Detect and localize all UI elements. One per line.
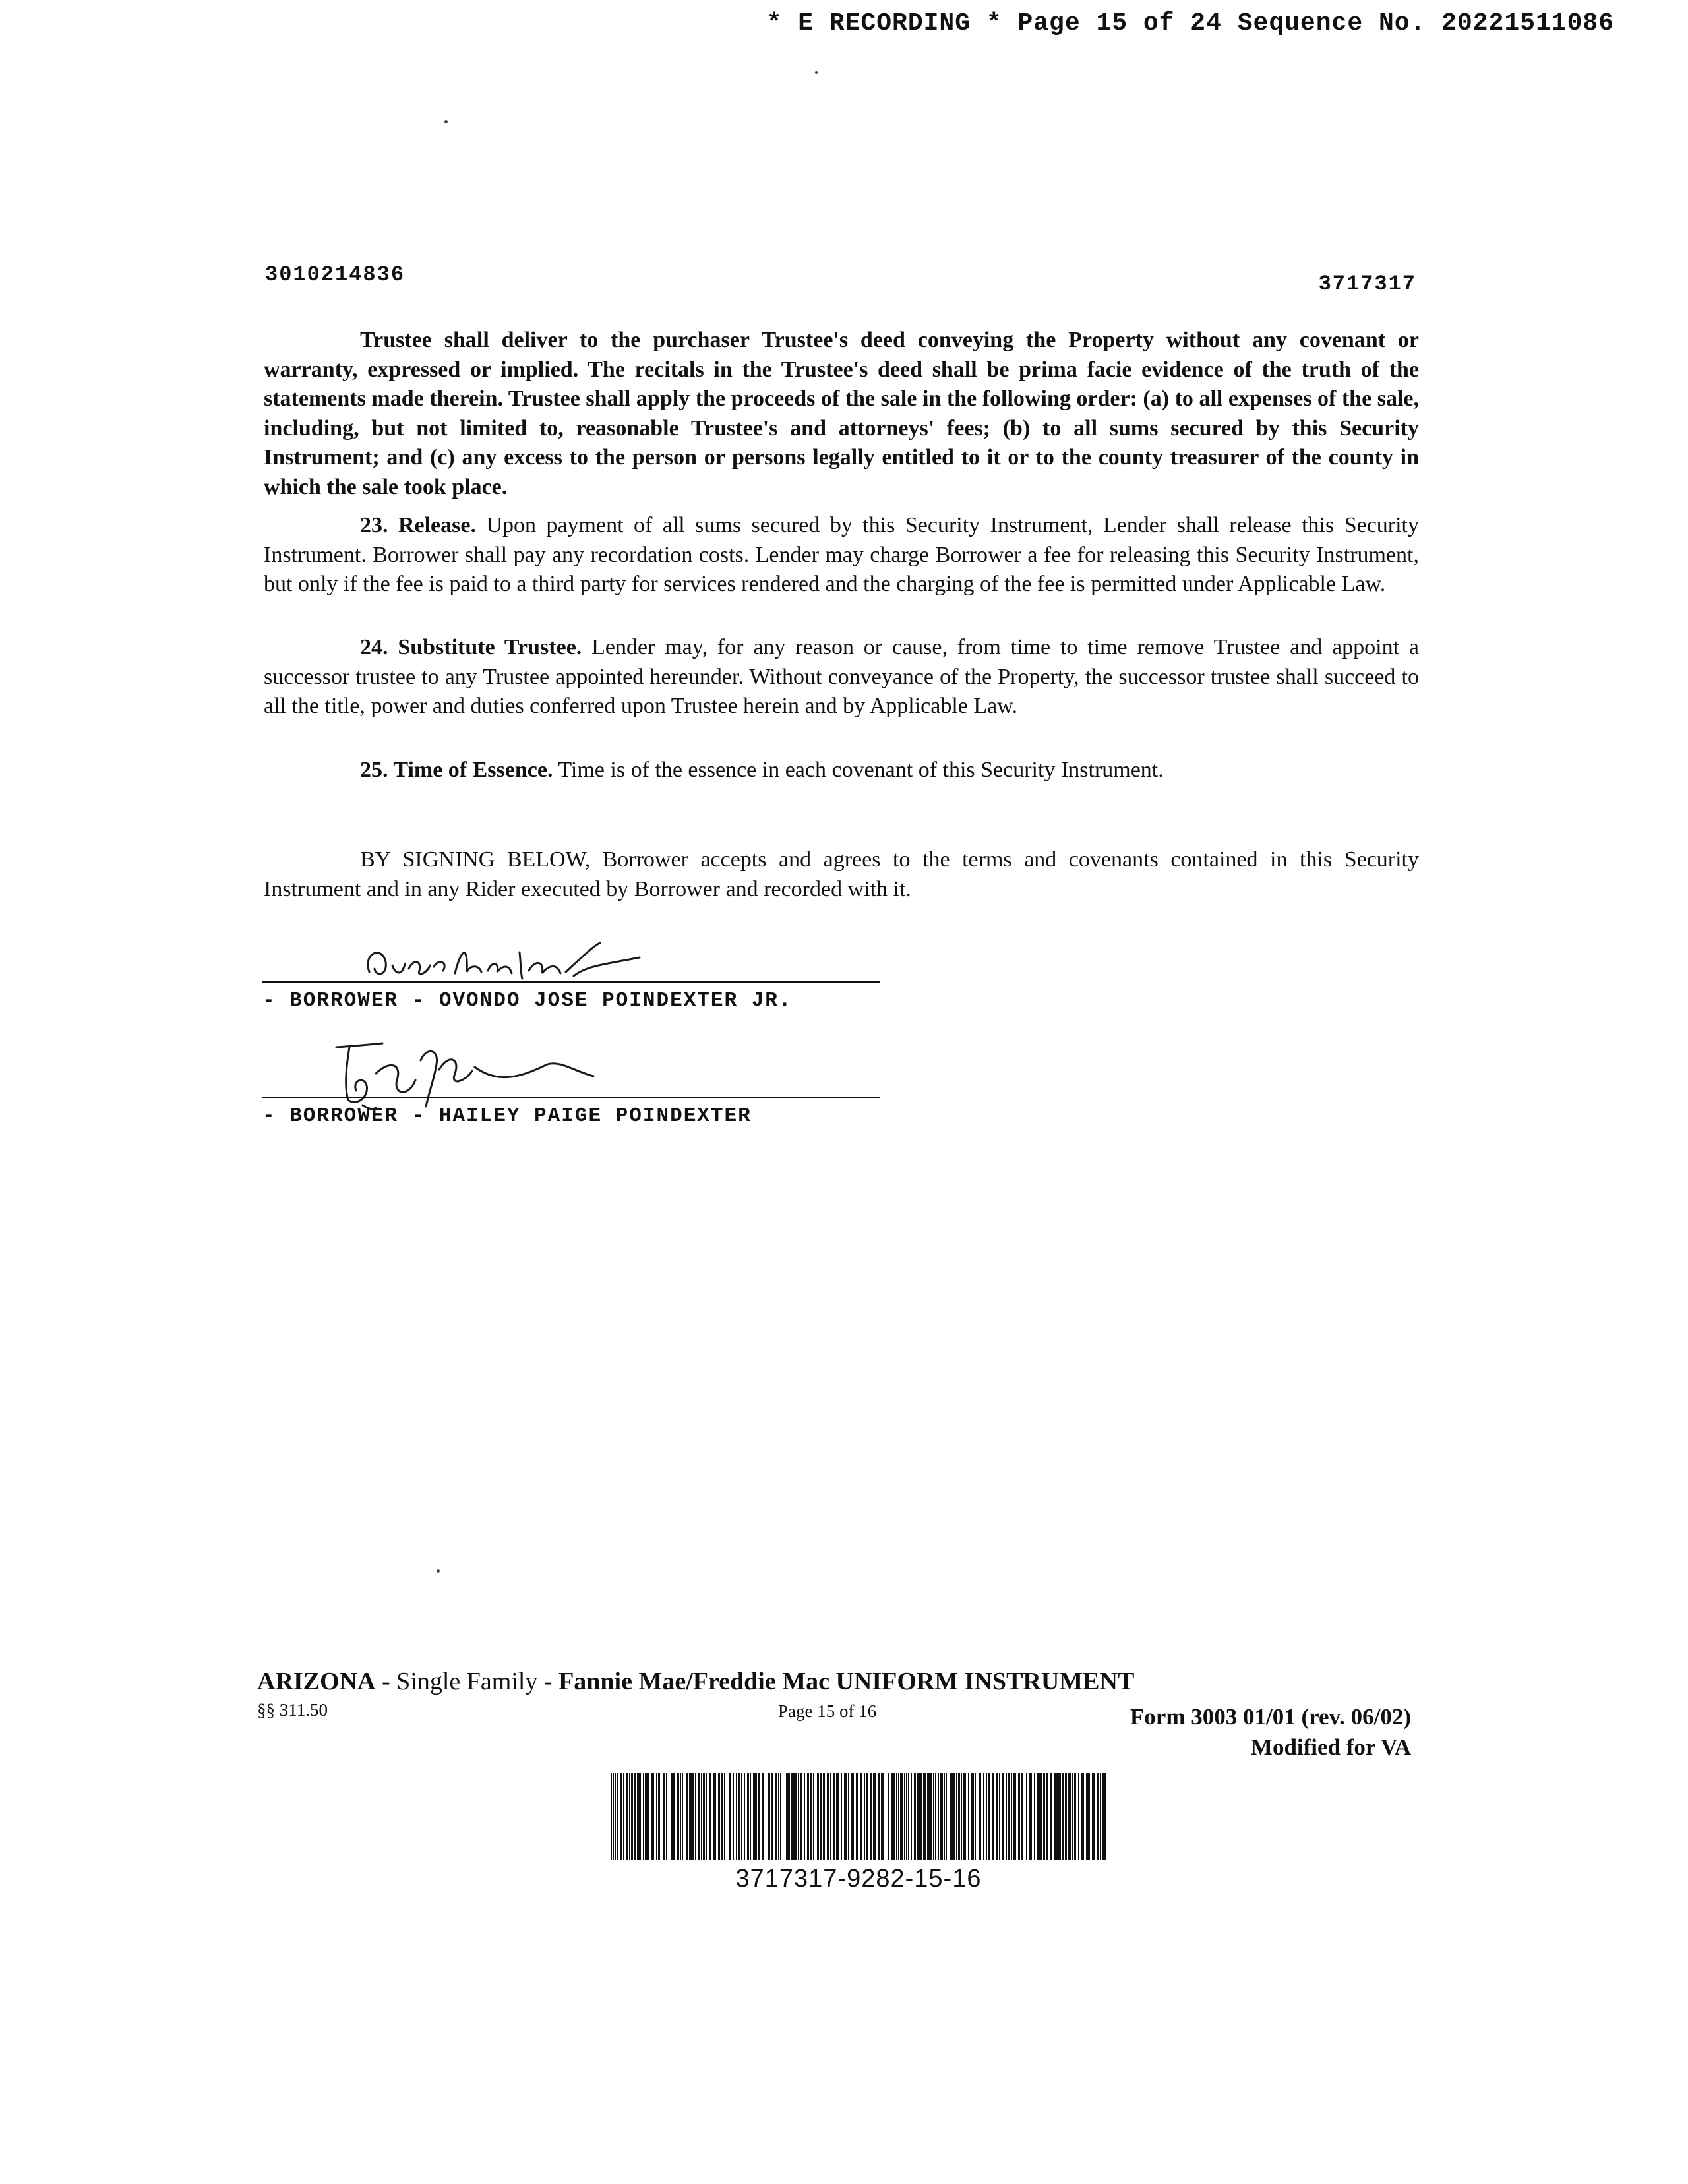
barcode-bar <box>927 1773 928 1860</box>
barcode-bar <box>648 1773 649 1860</box>
barcode-bar <box>768 1773 769 1860</box>
barcode-bar <box>827 1773 829 1860</box>
barcode-bar <box>898 1773 899 1860</box>
barcode-bar <box>771 1773 773 1860</box>
substitute-trustee-paragraph <box>264 633 1419 721</box>
barcode-bar <box>733 1773 734 1860</box>
barcode-bar <box>1043 1773 1044 1860</box>
barcode-bar <box>1058 1773 1060 1860</box>
barcode-bar <box>848 1773 849 1860</box>
barcode-bar <box>923 1773 926 1860</box>
barcode-bar <box>698 1773 700 1860</box>
barcode-bar <box>756 1773 757 1860</box>
barcode-bar <box>1054 1773 1056 1860</box>
form-code: §§ 311.50 <box>257 1700 328 1720</box>
barcode-bar <box>645 1773 648 1860</box>
barcode-bar <box>724 1773 725 1860</box>
barcode-bar <box>935 1773 936 1860</box>
barcode-bar <box>851 1773 854 1860</box>
barcode-bar <box>979 1773 981 1860</box>
barcode-bar <box>706 1773 707 1860</box>
barcode-bar <box>1046 1773 1048 1860</box>
barcode-bar <box>944 1773 945 1860</box>
barcode-bar <box>1034 1773 1035 1860</box>
barcode-bar <box>682 1773 683 1860</box>
release-paragraph <box>264 511 1419 599</box>
barcode-bar <box>701 1773 702 1860</box>
barcode-bar <box>673 1773 675 1860</box>
page-number: Page 15 of 16 <box>778 1701 877 1721</box>
barcode-bar <box>750 1773 751 1860</box>
barcode-bar <box>1104 1773 1106 1860</box>
barcode-bar <box>741 1773 742 1860</box>
barcode-bar <box>736 1773 737 1860</box>
barcode-bar <box>686 1773 688 1860</box>
barcode-bar <box>1070 1773 1071 1860</box>
barcode-bar <box>908 1773 909 1860</box>
barcode-bar <box>963 1773 966 1860</box>
barcode-bar <box>631 1773 633 1860</box>
barcode-bar <box>1044 1773 1045 1860</box>
barcode-bar <box>896 1773 897 1860</box>
barcode-bar <box>833 1773 835 1860</box>
barcode-bar <box>1072 1773 1073 1860</box>
barcode-bar <box>1081 1773 1084 1860</box>
barcode-bar <box>961 1773 962 1860</box>
barcode-bar <box>1065 1773 1067 1860</box>
barcode-bar <box>643 1773 644 1860</box>
barcode-bar <box>820 1773 822 1860</box>
release-heading: 23. Release. <box>360 513 476 537</box>
barcode-bar <box>658 1773 660 1860</box>
barcode-bar <box>928 1773 930 1860</box>
barcode-bar <box>623 1773 624 1860</box>
barcode-bar <box>804 1773 805 1860</box>
barcode-bar <box>866 1773 868 1860</box>
barcode-bar <box>988 1773 990 1860</box>
time-of-essence-heading: 25. Time of Essence. <box>360 758 553 782</box>
barcode-bar <box>953 1773 955 1860</box>
barcode-bar <box>695 1773 696 1860</box>
barcode-bar <box>738 1773 740 1860</box>
barcode-bar <box>823 1773 825 1860</box>
barcode-bar <box>611 1773 612 1860</box>
form-title <box>257 1667 1134 1696</box>
barcode-bar <box>651 1773 653 1860</box>
barcode-bar <box>680 1773 681 1860</box>
barcode-bar <box>613 1773 614 1860</box>
time-of-essence-body: Time is of the essence in each covenant of this Security Instrument. <box>553 758 1164 782</box>
signature-line <box>262 981 880 983</box>
recording-stamp: * E RECORDING * Page 15 of 24 Sequence No. 20221511086 <box>766 9 1614 38</box>
barcode-bar <box>888 1773 889 1860</box>
barcode-bar <box>617 1773 618 1860</box>
barcode-bar <box>744 1773 745 1860</box>
barcode-bar <box>1074 1773 1076 1860</box>
barcode-bar <box>789 1773 790 1860</box>
barcode-bar <box>1037 1773 1039 1860</box>
signing-statement: BY SIGNING BELOW, Borrower accepts and agrees to the terms and covenants contained in this Security Instrument and in any Rider executed by Borrower and recorded with it. <box>264 847 1419 901</box>
barcode-bar <box>1097 1773 1099 1860</box>
barcode-bar <box>634 1773 636 1860</box>
trustee-deed-paragraph: Trustee shall deliver to the purchaser Trustee's deed conveying the Property without any covenant or warranty, expressed or implied. The recitals in the Trustee's deed shall be prima facie evidence of the truth of the statements made therein. Trustee shall apply the proceeds of the sale in the following order: (a) to all expenses of the sale, including, but not limited to, reasonable Trustee's and attorneys' fees; (b) to all sums secured by this Security Instrument; and (c) any excess to the person or persons legally entitled to it or to the county treasurer of the county in which the sale took place. <box>264 328 1419 499</box>
barcode-bar <box>620 1773 622 1860</box>
borrower-signature-2 <box>262 1097 880 1128</box>
barcode-bar <box>836 1773 839 1860</box>
barcode-bar <box>891 1773 893 1860</box>
barcode-bar <box>1050 1773 1052 1860</box>
barcode-bar <box>844 1773 847 1860</box>
barcode-bar <box>911 1773 912 1860</box>
barcode-bar <box>870 1773 872 1860</box>
signature-line <box>262 1097 880 1098</box>
barcode-bar <box>841 1773 842 1860</box>
barcode-bar <box>933 1773 934 1860</box>
barcode-bar <box>1068 1773 1070 1860</box>
barcode-bar <box>795 1773 797 1860</box>
barcode-bar <box>1013 1773 1016 1860</box>
scan-speck <box>444 120 448 123</box>
barcode-bar <box>950 1773 953 1860</box>
barcode-bar <box>1087 1773 1090 1860</box>
release-body: Upon payment of all sums secured by this Security Instrument, Lender shall release this Security Instrument. Borrower shall pay any recordation costs. Lender may charge Borrower a fee for releasing this Security Instrument, but only if the fee is paid to a third party for services rendered and the charging of the fee is permitted under Applicable Law. <box>264 513 1419 596</box>
barcode-bar <box>971 1773 974 1860</box>
barcode-bar <box>810 1773 812 1860</box>
barcode-bar <box>968 1773 969 1860</box>
barcode-bar <box>914 1773 916 1860</box>
borrower-caption-2: - BORROWER - HAILEY PAIGE POINDEXTER <box>262 1105 752 1128</box>
time-of-essence-paragraph <box>264 756 1419 785</box>
barcode-bar <box>778 1773 779 1860</box>
barcode-bar <box>798 1773 799 1860</box>
form-number: Form 3003 01/01 (rev. 06/02) <box>1130 1704 1411 1730</box>
barcode-bar <box>762 1773 764 1860</box>
substitute-trustee-heading: 24. Substitute Trustee. <box>360 635 582 659</box>
form-title-state: ARIZONA <box>257 1668 376 1695</box>
barcode-bar <box>653 1773 654 1860</box>
barcode-bar <box>626 1773 628 1860</box>
barcode-bar <box>1062 1773 1064 1860</box>
barcode-bar <box>938 1773 939 1860</box>
barcode-bar <box>713 1773 716 1860</box>
barcode-bar <box>946 1773 947 1860</box>
barcode-bar <box>1102 1773 1104 1860</box>
barcode-bar <box>791 1773 793 1860</box>
barcode-bar <box>1026 1773 1027 1860</box>
barcode-bar <box>721 1773 723 1860</box>
form-modified-note: Modified for VA <box>1250 1734 1411 1760</box>
barcode-bar <box>1092 1773 1095 1860</box>
barcode-bar <box>671 1773 673 1860</box>
barcode-bar <box>663 1773 665 1860</box>
barcode-bar <box>1039 1773 1042 1860</box>
barcode-bar <box>917 1773 920 1860</box>
barcode-bar <box>817 1773 818 1860</box>
barcode-bar <box>1021 1773 1023 1860</box>
form-title-instrument: Fannie Mae/Freddie Mac UNIFORM INSTRUMENT <box>558 1668 1135 1695</box>
barcode-bar <box>666 1773 667 1860</box>
barcode-bar <box>999 1773 1000 1860</box>
barcode-bar <box>1018 1773 1020 1860</box>
barcode-number: 3717317-9282-15-16 <box>735 1865 982 1893</box>
barcode-bar <box>703 1773 705 1860</box>
form-title-middle: - Single Family - <box>375 1668 559 1695</box>
barcode-bar <box>615 1773 616 1860</box>
barcode-bar <box>780 1773 781 1860</box>
barcode-bar <box>893 1773 895 1860</box>
barcode-bar <box>775 1773 777 1860</box>
barcode-bar <box>986 1773 987 1860</box>
barcode-bar <box>1029 1773 1032 1860</box>
barcode-bar <box>718 1773 720 1860</box>
barcode-bar <box>692 1773 694 1860</box>
barcode-bar <box>920 1773 922 1860</box>
barcode-bar <box>786 1773 789 1860</box>
barcode-bar <box>1060 1773 1061 1860</box>
barcode-bar <box>900 1773 903 1860</box>
barcode-bar <box>904 1773 905 1860</box>
barcode-bar <box>878 1773 880 1860</box>
barcode-bar <box>709 1773 711 1860</box>
barcode-bar <box>818 1773 819 1860</box>
scan-speck <box>437 1569 440 1573</box>
barcode-bar <box>793 1773 795 1860</box>
barcode-bar <box>881 1773 884 1860</box>
borrower-caption-1: - BORROWER - OVONDO JOSE POINDEXTER JR. <box>262 989 793 1012</box>
barcode-bar <box>807 1773 809 1860</box>
barcode-bar <box>983 1773 984 1860</box>
barcode-bar <box>1078 1773 1079 1860</box>
barcode-bar <box>864 1773 865 1860</box>
barcode-bar <box>1011 1773 1012 1860</box>
barcode-bar <box>1086 1773 1087 1860</box>
barcode-bar <box>813 1773 814 1860</box>
loan-number-left: 3010214836 <box>265 262 406 287</box>
barcode-bar <box>1100 1773 1101 1860</box>
barcode <box>611 1773 1106 1860</box>
barcode-bar <box>638 1773 641 1860</box>
barcode-bar <box>637 1773 638 1860</box>
loan-number-right: 3717317 <box>1318 272 1416 296</box>
barcode-bar <box>800 1773 802 1860</box>
barcode-bar <box>956 1773 957 1860</box>
barcode-bar <box>992 1773 994 1860</box>
barcode-bar <box>747 1773 749 1860</box>
barcode-bar <box>758 1773 760 1860</box>
barcode-bar <box>1056 1773 1058 1860</box>
barcode-bar <box>1008 1773 1010 1860</box>
barcode-bar <box>906 1773 907 1860</box>
barcode-bar <box>856 1773 858 1860</box>
substitute-trustee-body: Lender may, for any reason or cause, from time to time remove Trustee and appoint a successor trustee to any Trustee appointed hereunder. Without conveyance of the Property, the successor trustee shall succeed to all the title, power and duties conferred upon Trustee herein and by Applicable Law. <box>264 635 1419 718</box>
barcode-bar <box>930 1773 932 1860</box>
barcode-bar <box>769 1773 770 1860</box>
barcode-bar <box>860 1773 862 1860</box>
barcode-bar <box>629 1773 630 1860</box>
barcode-bar <box>975 1773 976 1860</box>
barcode-bar <box>830 1773 831 1860</box>
barcode-bar <box>1006 1773 1007 1860</box>
barcode-bar <box>873 1773 876 1860</box>
barcode-bar <box>996 1773 998 1860</box>
barcode-bar <box>656 1773 657 1860</box>
barcode-bar <box>729 1773 731 1860</box>
barcode-bar <box>940 1773 943 1860</box>
barcode-bar <box>753 1773 756 1860</box>
barcode-bar <box>958 1773 960 1860</box>
barcode-bar <box>1002 1773 1004 1860</box>
barcode-bar <box>677 1773 679 1860</box>
barcode-bar <box>689 1773 692 1860</box>
borrower-signature-1 <box>262 981 880 1012</box>
scan-speck <box>815 71 818 74</box>
